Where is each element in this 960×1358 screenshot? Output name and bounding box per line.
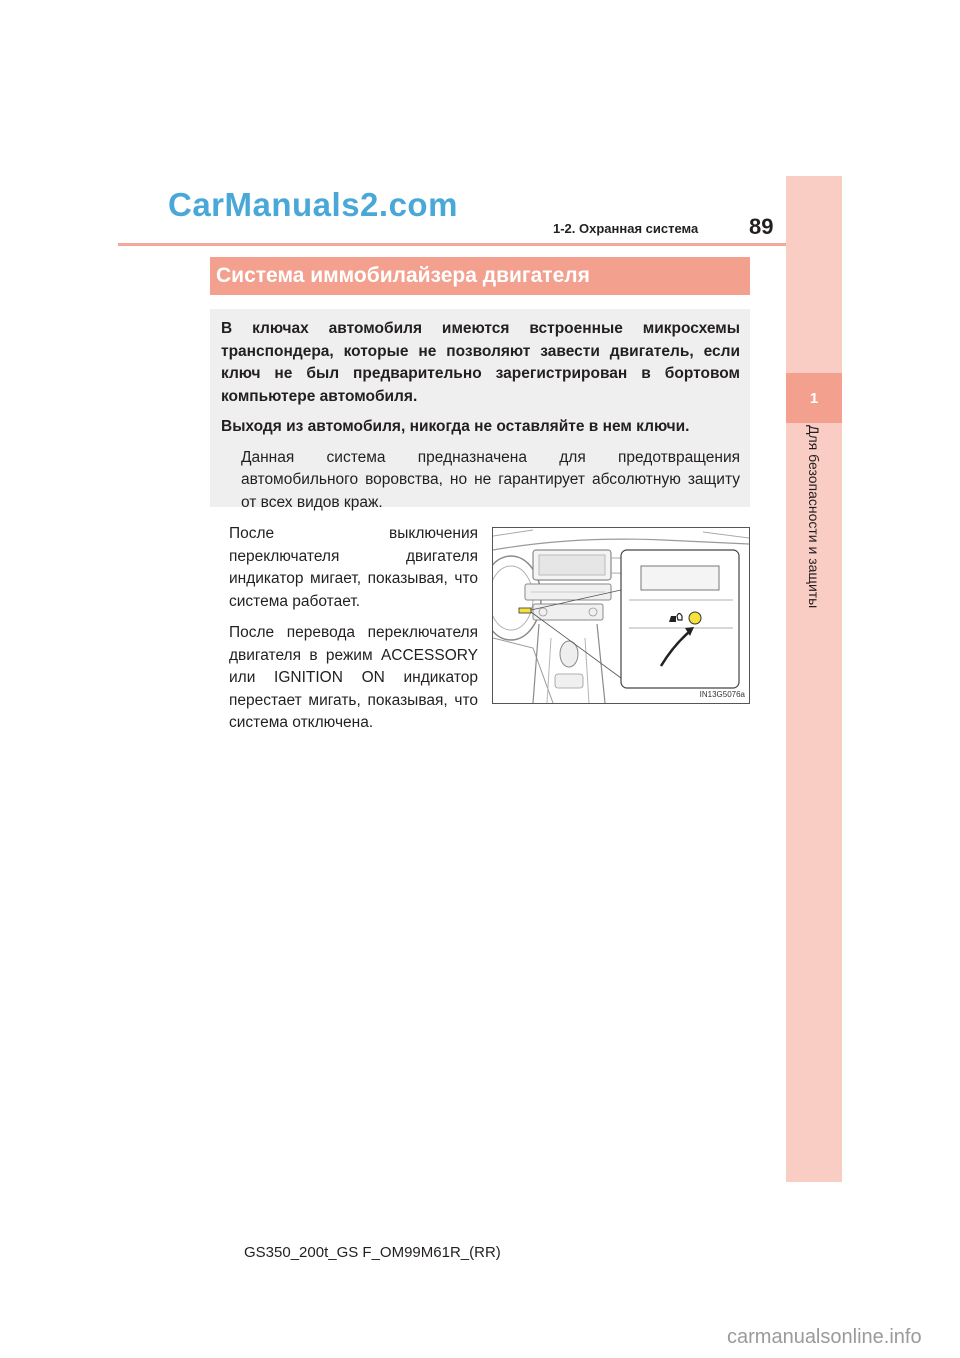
page-number: 89 (749, 214, 774, 239)
body-text (229, 523, 478, 744)
dashboard-illustration (492, 527, 750, 704)
footer-manual-code: GS350_200t_GS F_OM99M61R_(RR) (244, 1244, 501, 1261)
side-tab-label: Для безопасности и защиты (806, 425, 822, 609)
header-divider (118, 243, 840, 246)
info-paragraph-2: Выходя из автомобиля, никогда не оставляйте в нем ключи. (221, 418, 690, 435)
side-tab-number: 1 (786, 373, 842, 423)
info-paragraph-3: Данная система предназначена для предотвращения автомобильного воровства, но не гарантирует абсолютную защиту от всех видов краж. (241, 448, 740, 511)
side-tab-label-wrap (786, 425, 842, 675)
side-tab (786, 176, 842, 1182)
watermark-bottom: carmanualsonline.info (727, 1326, 922, 1348)
figure-code: IN13G5076a (699, 690, 745, 699)
info-paragraph-1: В ключах автомобиля имеются встроенные микросхемы транспондера, которые не позволяют завести двигатель, если ключ не был предварительно зарегистрирован в бортовом компьютере автомобиля. (221, 320, 740, 405)
info-box (210, 309, 750, 511)
body-paragraph-1: После выключения переключателя двигателя индикатор мигает, показывая, что система работает. (229, 525, 478, 610)
section-title: Система иммобилайзера двигателя (210, 257, 750, 295)
dashboard-drawing (493, 528, 749, 703)
watermark-logo: CarManuals2.com (168, 186, 458, 223)
body-paragraph-2: После перевода переключателя двигателя в режим ACCESSORY или IGNITION ON индикатор перестает мигать, показывая, что система отключена. (229, 624, 478, 731)
header-section-title: 1-2. Охранная система (553, 221, 699, 236)
